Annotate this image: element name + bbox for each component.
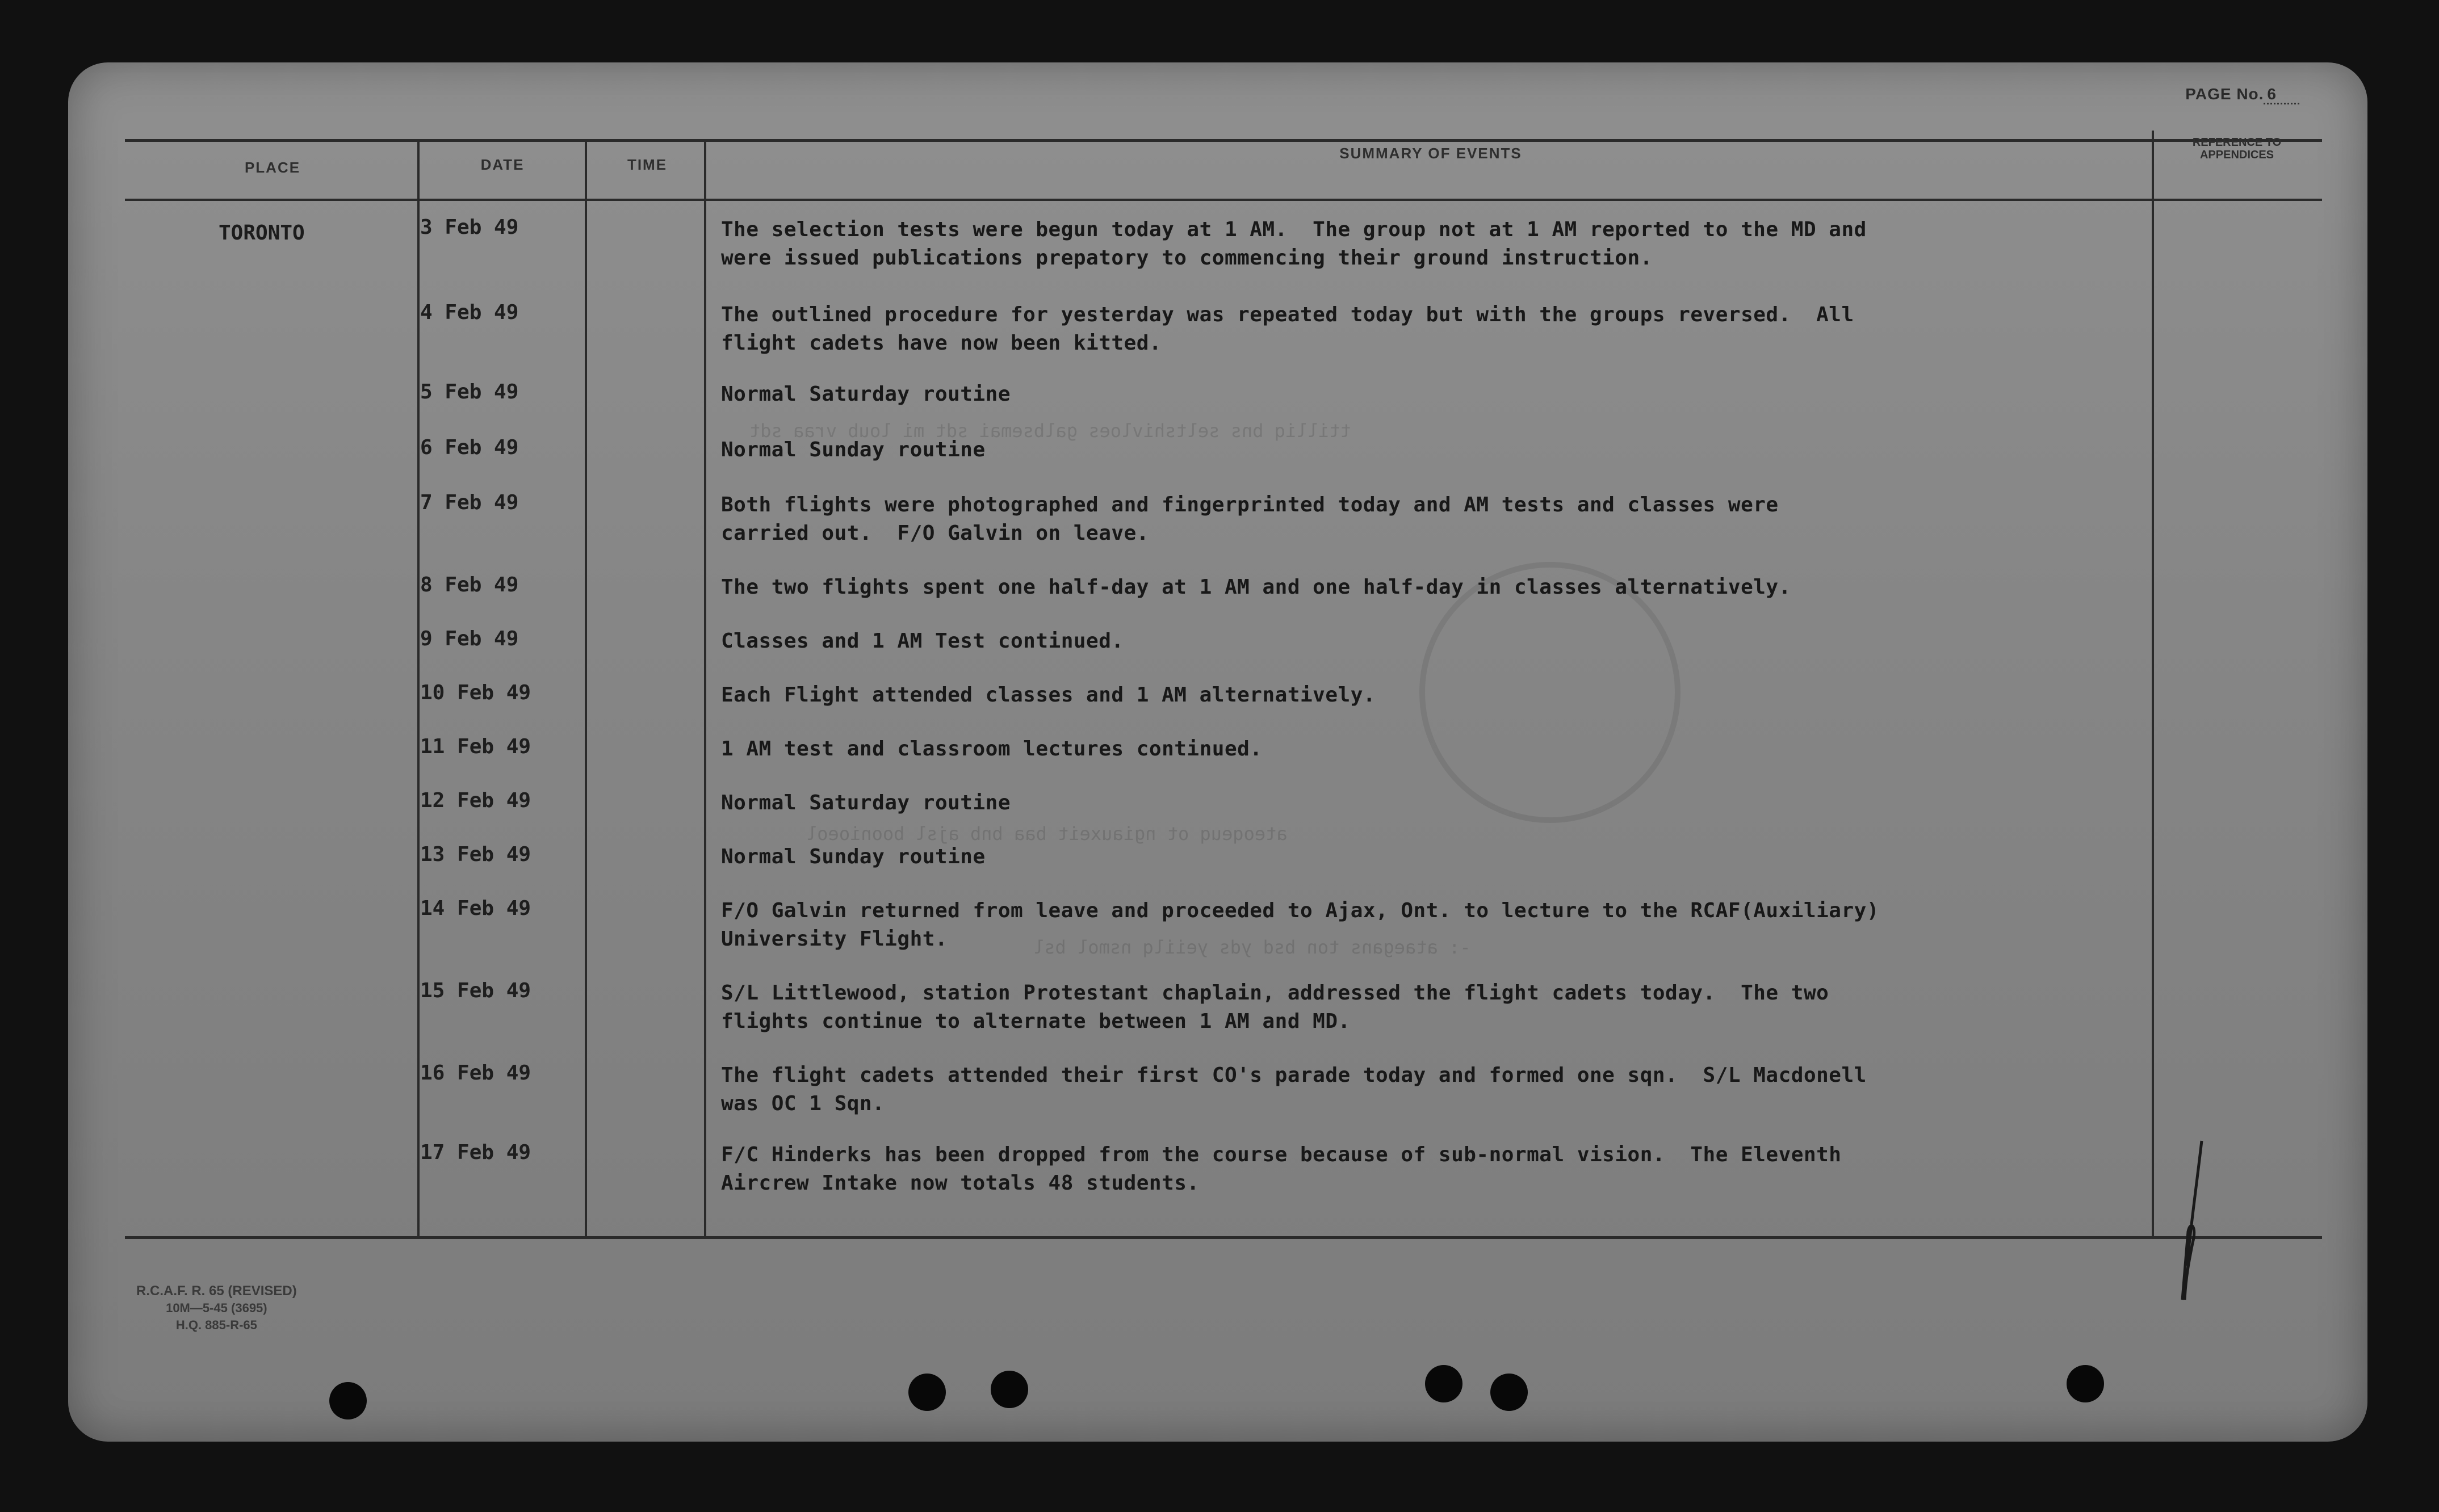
punch-hole	[908, 1374, 946, 1411]
event-date: 13 Feb 49	[420, 843, 531, 866]
place-value: TORONTO	[219, 221, 305, 245]
page-number-label: PAGE No.	[2185, 85, 2264, 103]
event-summary: Both flights were photographed and fingerprinted today and AM tests and classes were carried out. F/O Galvin on leave.	[721, 493, 1779, 545]
column-divider-place-date	[417, 139, 420, 1237]
event-date: 7 Feb 49	[420, 491, 519, 514]
event-date: 17 Feb 49	[420, 1141, 531, 1164]
event-date: 10 Feb 49	[420, 681, 531, 704]
event-summary: The flight cadets attended their first CO's parade today and formed one sqn. S/L Macdonell was OC 1 Sqn.	[721, 1064, 1867, 1115]
event-summary: F/C Hinderks has been dropped from the course because of sub-normal vision. The Eleventh Aircrew Intake now totals 48 students.	[721, 1143, 1842, 1195]
table-top-rule	[125, 139, 2322, 142]
event-date: 5 Feb 49	[420, 380, 519, 404]
event-date: 4 Feb 49	[420, 301, 519, 324]
event-summary: The two flights spent one half-day at 1 AM and one half-day in classes alternatively.	[721, 576, 1791, 599]
event-date: 15 Feb 49	[420, 979, 531, 1002]
document-sheet	[68, 62, 2367, 1442]
event-date: 9 Feb 49	[420, 627, 519, 650]
event-summary: The selection tests were begun today at 1 AM. The group not at 1 AM reported to the MD and were issued publications prepatory to commencing their ground instruction.	[721, 218, 1867, 270]
event-date: 16 Feb 49	[420, 1061, 531, 1085]
header-reference: REFERENCE TO APPENDICES	[2192, 136, 2282, 161]
bleed-through-text: -: ataegans ton bsd yds yeiilq nsmol bsl	[1033, 936, 1471, 958]
event-date: 12 Feb 49	[420, 789, 531, 812]
event-summary: Normal Saturday routine	[721, 383, 1011, 406]
table-bottom-rule	[125, 1236, 2322, 1239]
event-summary: Classes and 1 AM Test continued.	[721, 629, 1124, 653]
header-time: TIME	[627, 156, 668, 173]
bleed-through-text: ateoqeuq ot ngiauxeit baa bnb ajsl boonioeol	[806, 823, 1288, 845]
event-date: 8 Feb 49	[420, 573, 519, 597]
form-code-line: 10M—5-45 (3695)	[166, 1301, 267, 1315]
event-summary: Normal Sunday routine	[721, 438, 986, 461]
event-summary: S/L Littlewood, station Protestant chaplain, addressed the flight cadets today. The two flights continue to alternate between 1 AM and MD.	[721, 981, 1829, 1033]
header-place: PLACE	[244, 159, 301, 176]
punch-hole	[1490, 1374, 1528, 1411]
form-code-line: H.Q. 885-R-65	[175, 1318, 257, 1332]
page-number-value: 6	[2264, 85, 2299, 104]
punch-hole	[991, 1371, 1028, 1408]
event-summary: Normal Sunday routine	[721, 845, 986, 868]
event-summary: 1 AM test and classroom lectures continued.	[721, 737, 1263, 761]
event-date: 11 Feb 49	[420, 735, 531, 758]
form-code	[136, 1283, 297, 1334]
header-summary: SUMMARY OF EVENTS	[1339, 145, 1522, 162]
bleed-through-text: ttilliq bns seltshivloes galbsemai sdt mi loub vraa sdt	[749, 420, 1351, 442]
header-bottom-rule	[125, 199, 2322, 201]
column-divider-summary-reference	[2152, 131, 2154, 1237]
header-date: DATE	[480, 156, 525, 173]
punch-hole	[2067, 1365, 2104, 1402]
event-date: 6 Feb 49	[420, 436, 519, 459]
punch-hole	[329, 1382, 367, 1419]
event-summary: Each Flight attended classes and 1 AM alternatively.	[721, 683, 1376, 707]
form-code-line: R.C.A.F. R. 65 (REVISED)	[136, 1283, 297, 1299]
event-summary: The outlined procedure for yesterday was repeated today but with the groups reversed. All flight cadets have now been kitted.	[721, 303, 1854, 355]
event-summary: Normal Saturday routine	[721, 791, 1011, 814]
event-date: 3 Feb 49	[420, 216, 519, 239]
punch-hole	[1425, 1365, 1462, 1402]
event-summary: F/O Galvin returned from leave and proceeded to Ajax, Ont. to lecture to the RCAF(Auxiliary) University Flight.	[721, 899, 1879, 951]
column-divider-time-summary	[704, 142, 706, 1237]
handwritten-initials	[2174, 1135, 2208, 1305]
page-number	[2185, 85, 2299, 103]
event-date: 14 Feb 49	[420, 897, 531, 920]
